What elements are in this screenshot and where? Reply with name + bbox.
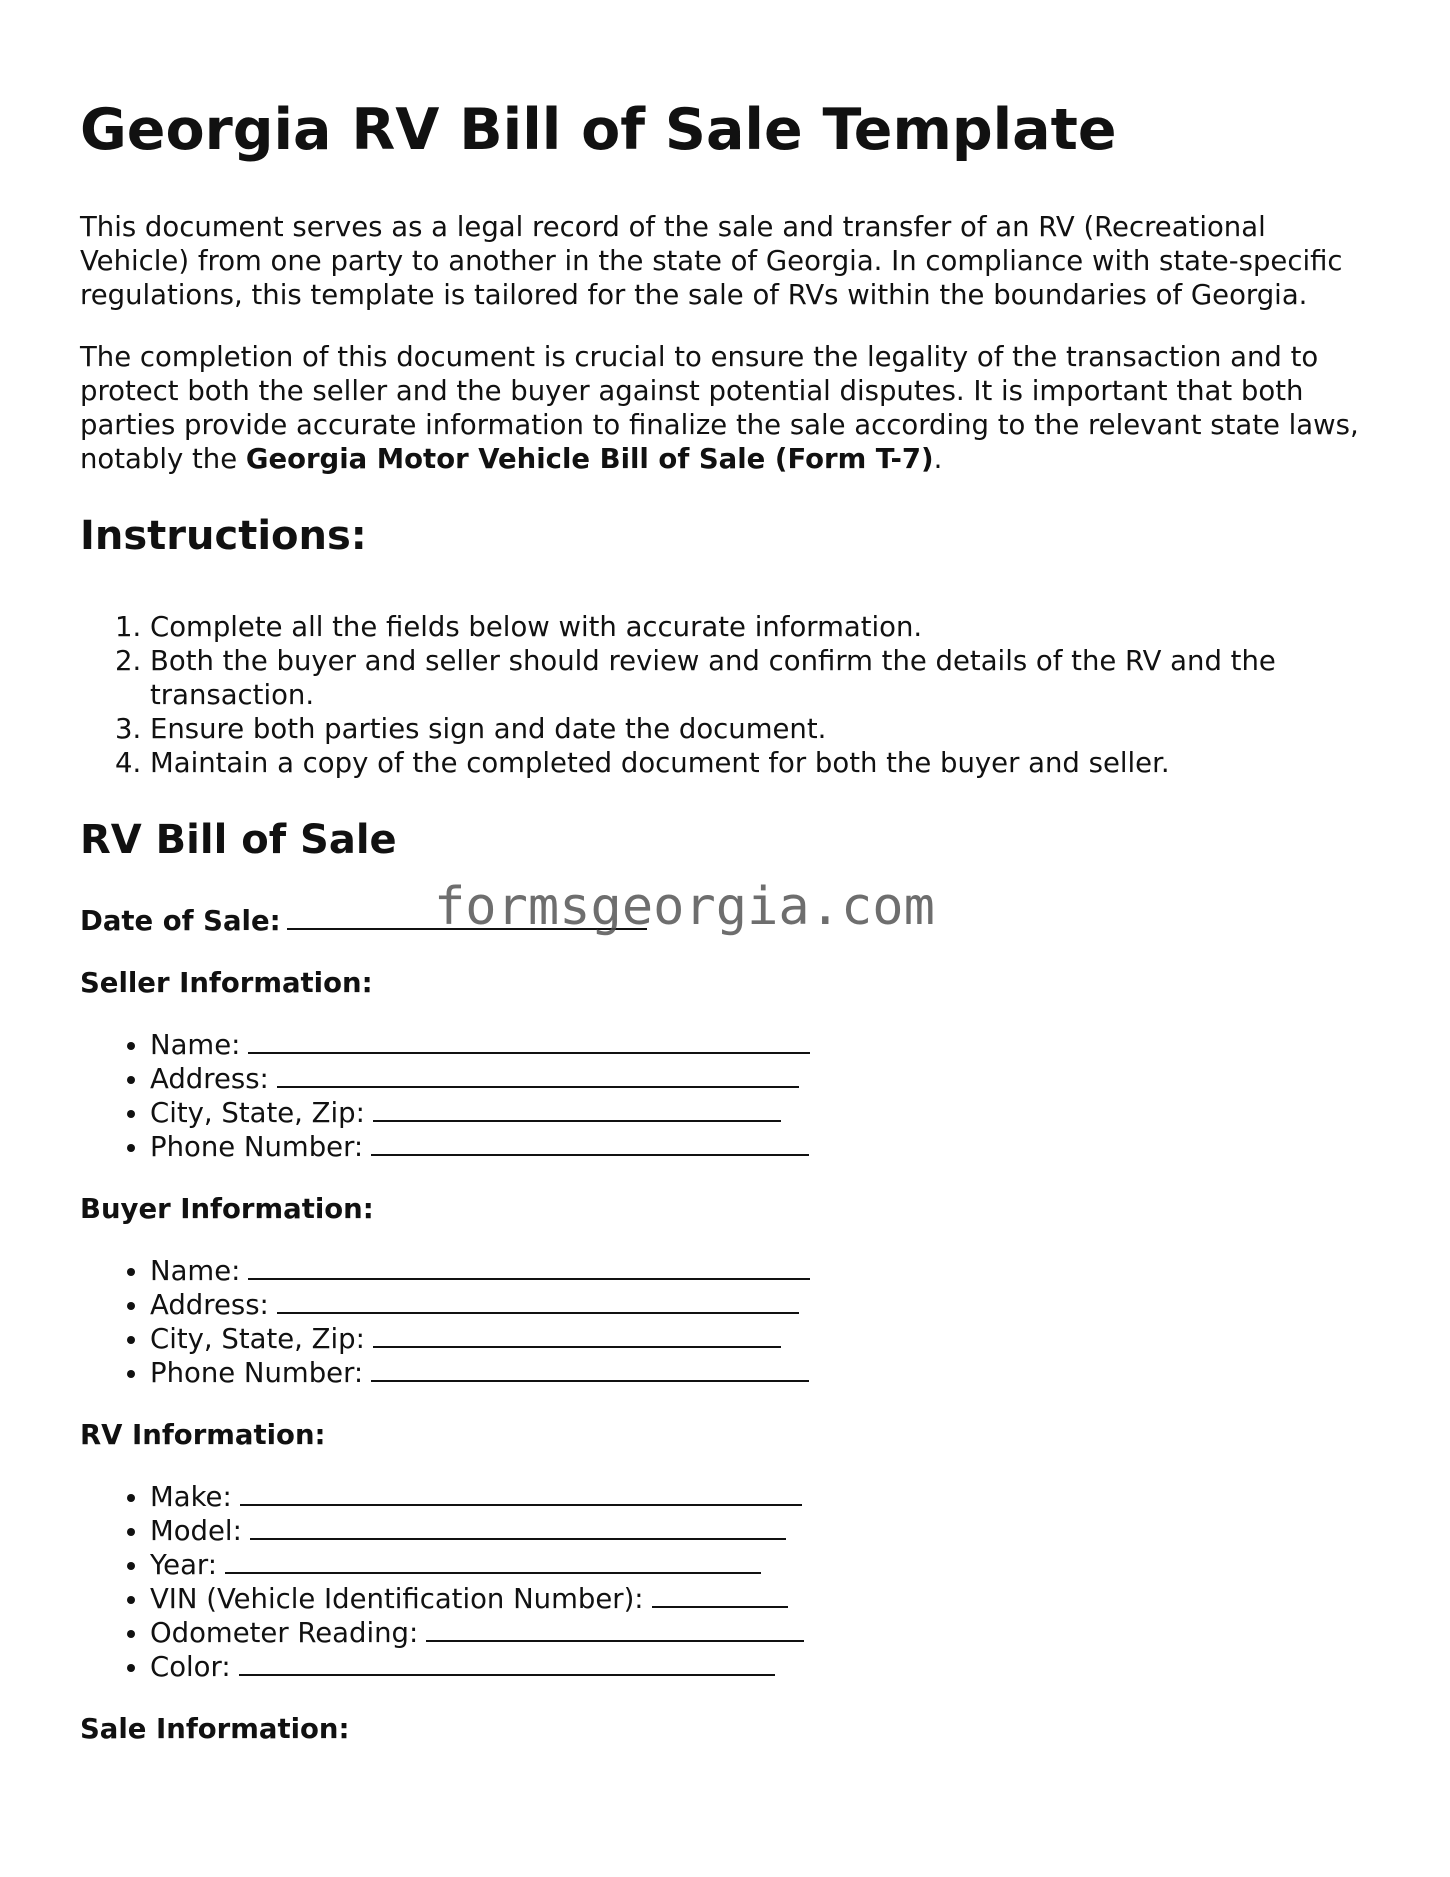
rv-color-label: Color:	[150, 1651, 231, 1684]
buyer-city-label: City, State, Zip:	[150, 1323, 365, 1356]
seller-phone-item	[150, 1130, 1370, 1164]
instruction-item: 3. Ensure both parties sign and date the document.	[150, 712, 1370, 746]
rv-color-item	[150, 1650, 1370, 1684]
rv-odometer-label: Odometer Reading:	[150, 1617, 419, 1650]
intro-paragraph-1: This document serves as a legal record of the sale and transfer of an RV (Recreational Vehicle) from one party to another in the state of Georgia. In compliance with state-specific regulations, this template is tailored for the sale of RVs within the boundaries of Georgia.	[80, 211, 1343, 312]
rv-year-item	[150, 1548, 1370, 1582]
sale-info-heading: Sale Information:	[80, 1713, 350, 1746]
rv-info-heading: RV Information:	[80, 1419, 326, 1452]
rv-make-label: Make:	[150, 1481, 232, 1514]
instructions-list	[80, 610, 1370, 780]
intro-paragraph-2-text: The completion of this document is crucial to ensure the legality of the transaction and to protect both the seller and the buyer against potential disputes. It is important that both parties provide accurate information to finalize the sale according to the relevant state laws, notably the	[80, 341, 1359, 476]
buyer-name-blank[interactable]	[248, 1254, 810, 1280]
rv-year-blank[interactable]	[225, 1548, 761, 1574]
rv-model-blank[interactable]	[250, 1514, 786, 1540]
rv-vin-blank[interactable]	[652, 1582, 788, 1608]
buyer-phone-blank[interactable]	[371, 1356, 809, 1382]
form-t7-reference: Georgia Motor Vehicle Bill of Sale (Form T-7)	[245, 443, 934, 476]
document-page	[80, 96, 1370, 1774]
rv-vin-item	[150, 1582, 1370, 1616]
rv-odometer-blank[interactable]	[426, 1616, 804, 1642]
seller-name-label: Name:	[150, 1029, 241, 1062]
rv-make-blank[interactable]	[240, 1480, 802, 1506]
seller-info-heading: Seller Information:	[80, 967, 373, 1000]
seller-name-item	[150, 1028, 1370, 1062]
seller-city-blank[interactable]	[373, 1096, 781, 1122]
seller-phone-label: Phone Number:	[150, 1131, 364, 1164]
buyer-phone-label: Phone Number:	[150, 1357, 364, 1390]
buyer-name-label: Name:	[150, 1255, 241, 1288]
seller-info-list	[80, 1028, 1370, 1164]
buyer-name-item	[150, 1254, 1370, 1288]
watermark-text: formsgeorgia.com	[434, 877, 935, 938]
rv-info-list	[80, 1480, 1370, 1684]
intro-paragraph-2-end: .	[933, 443, 943, 476]
buyer-city-item	[150, 1322, 1370, 1356]
rv-model-item	[150, 1514, 1370, 1548]
rv-year-label: Year:	[150, 1549, 218, 1582]
rv-make-item	[150, 1480, 1370, 1514]
instructions-heading: Instructions:	[80, 513, 367, 560]
buyer-phone-item	[150, 1356, 1370, 1390]
seller-name-blank[interactable]	[248, 1028, 810, 1054]
seller-address-label: Address:	[150, 1063, 269, 1096]
rv-vin-label: VIN (Vehicle Identification Number):	[150, 1583, 644, 1616]
instruction-item: 4. Maintain a copy of the completed document for both the buyer and seller.	[150, 746, 1370, 780]
seller-address-blank[interactable]	[277, 1062, 799, 1088]
document-title: Georgia RV Bill of Sale Template	[80, 97, 1117, 163]
bill-of-sale-heading: RV Bill of Sale	[80, 817, 397, 864]
rv-model-label: Model:	[150, 1515, 242, 1548]
buyer-city-blank[interactable]	[373, 1322, 781, 1348]
seller-phone-blank[interactable]	[371, 1130, 809, 1156]
date-of-sale-blank[interactable]	[287, 904, 647, 930]
buyer-address-item	[150, 1288, 1370, 1322]
intro-paragraph-2	[80, 340, 1370, 476]
rv-odometer-item	[150, 1616, 1370, 1650]
rv-color-blank[interactable]	[239, 1650, 775, 1676]
buyer-info-list	[80, 1254, 1370, 1390]
date-of-sale-row	[80, 877, 1370, 938]
seller-address-item	[150, 1062, 1370, 1096]
buyer-info-heading: Buyer Information:	[80, 1193, 374, 1226]
buyer-address-blank[interactable]	[277, 1288, 799, 1314]
instruction-item: 1. Complete all the fields below with accurate information.	[150, 610, 1370, 644]
seller-city-label: City, State, Zip:	[150, 1097, 365, 1130]
instruction-item: 2. Both the buyer and seller should review and confirm the details of the RV and the transaction.	[150, 644, 1370, 712]
date-of-sale-label: Date of Sale:	[80, 905, 281, 938]
seller-city-item	[150, 1096, 1370, 1130]
buyer-address-label: Address:	[150, 1289, 269, 1322]
